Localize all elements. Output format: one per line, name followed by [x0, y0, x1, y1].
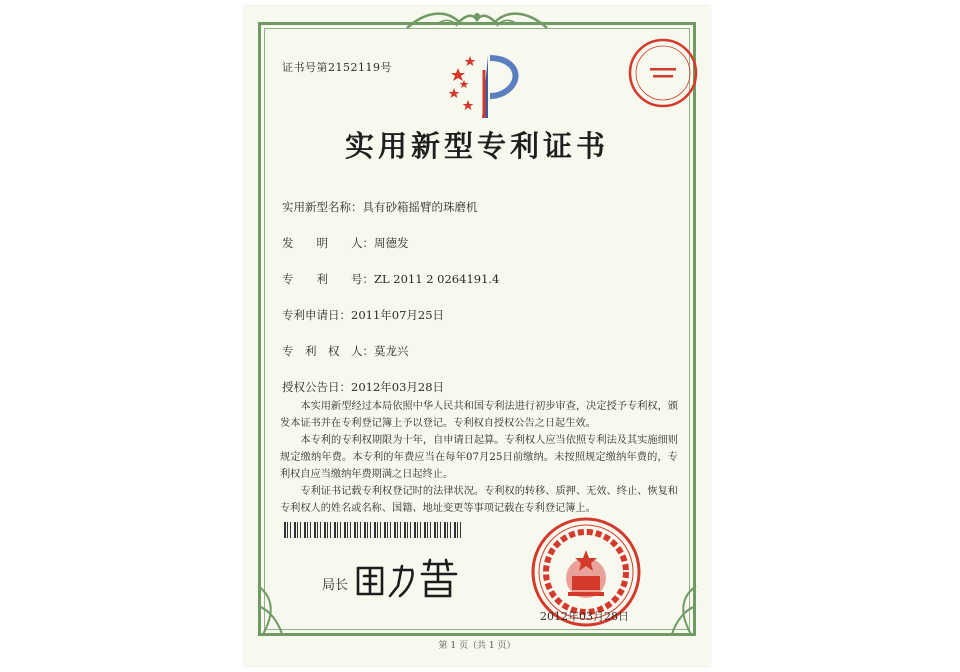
barcode — [284, 522, 464, 538]
director-label: 局长 — [322, 578, 349, 593]
patent-office-emblem-icon — [444, 50, 526, 122]
body-paragraph: 专利证书记载专利权登记时的法律状况。专利权的转移、质押、无效、终止、恢复和专利权人的姓名或名称、国籍、地址变更等事项记载在专利登记簿上。 — [280, 486, 678, 514]
field-inventor: 发 明 人：周德发 — [282, 236, 409, 250]
patent-certificate — [244, 6, 710, 666]
body-paragraph: 本实用新型经过本局依照中华人民共和国专利法进行初步审查，决定授予专利权，颁发本证书并在专利登记簿上予以登记。专利权自授权公告之日起生效。 — [280, 401, 678, 429]
bottom-right-ornament-icon — [662, 582, 702, 640]
bottom-left-ornament-icon — [252, 582, 292, 640]
field-application-date: 专利申请日：2011年07月25日 — [282, 308, 445, 322]
certificate-title: 实用新型专利证书 — [344, 129, 609, 163]
page-number: 第 1 页（共 1 页） — [438, 641, 516, 651]
field-grant-date: 授权公告日：2012年03月28日 — [282, 380, 445, 394]
agency-seal-icon — [626, 36, 700, 110]
field-patent-number: 专 利 号：ZL 2011 2 0264191.4 — [282, 272, 500, 286]
field-utility-model-name: 实用新型名称：具有砂箱摇臂的珠磨机 — [282, 200, 478, 214]
director-signature — [352, 556, 462, 600]
field-patentee: 专 利 权 人：莫龙兴 — [282, 344, 409, 358]
top-ornament-icon — [397, 8, 557, 34]
certificate-body — [280, 398, 678, 517]
body-paragraph: 本专利的专利权期限为十年，自申请日起算。专利权人应当依照专利法及其实施细则规定缴纳年费。本专利的年费应当在每年07月25日前缴纳。未按照规定缴纳年费的，专利权自应当缴纳年费期满之日起终止。 — [280, 435, 678, 480]
seal-date: 2012年03月28日 — [540, 610, 629, 623]
certificate-number: 证书号第2152119号 — [282, 61, 392, 74]
